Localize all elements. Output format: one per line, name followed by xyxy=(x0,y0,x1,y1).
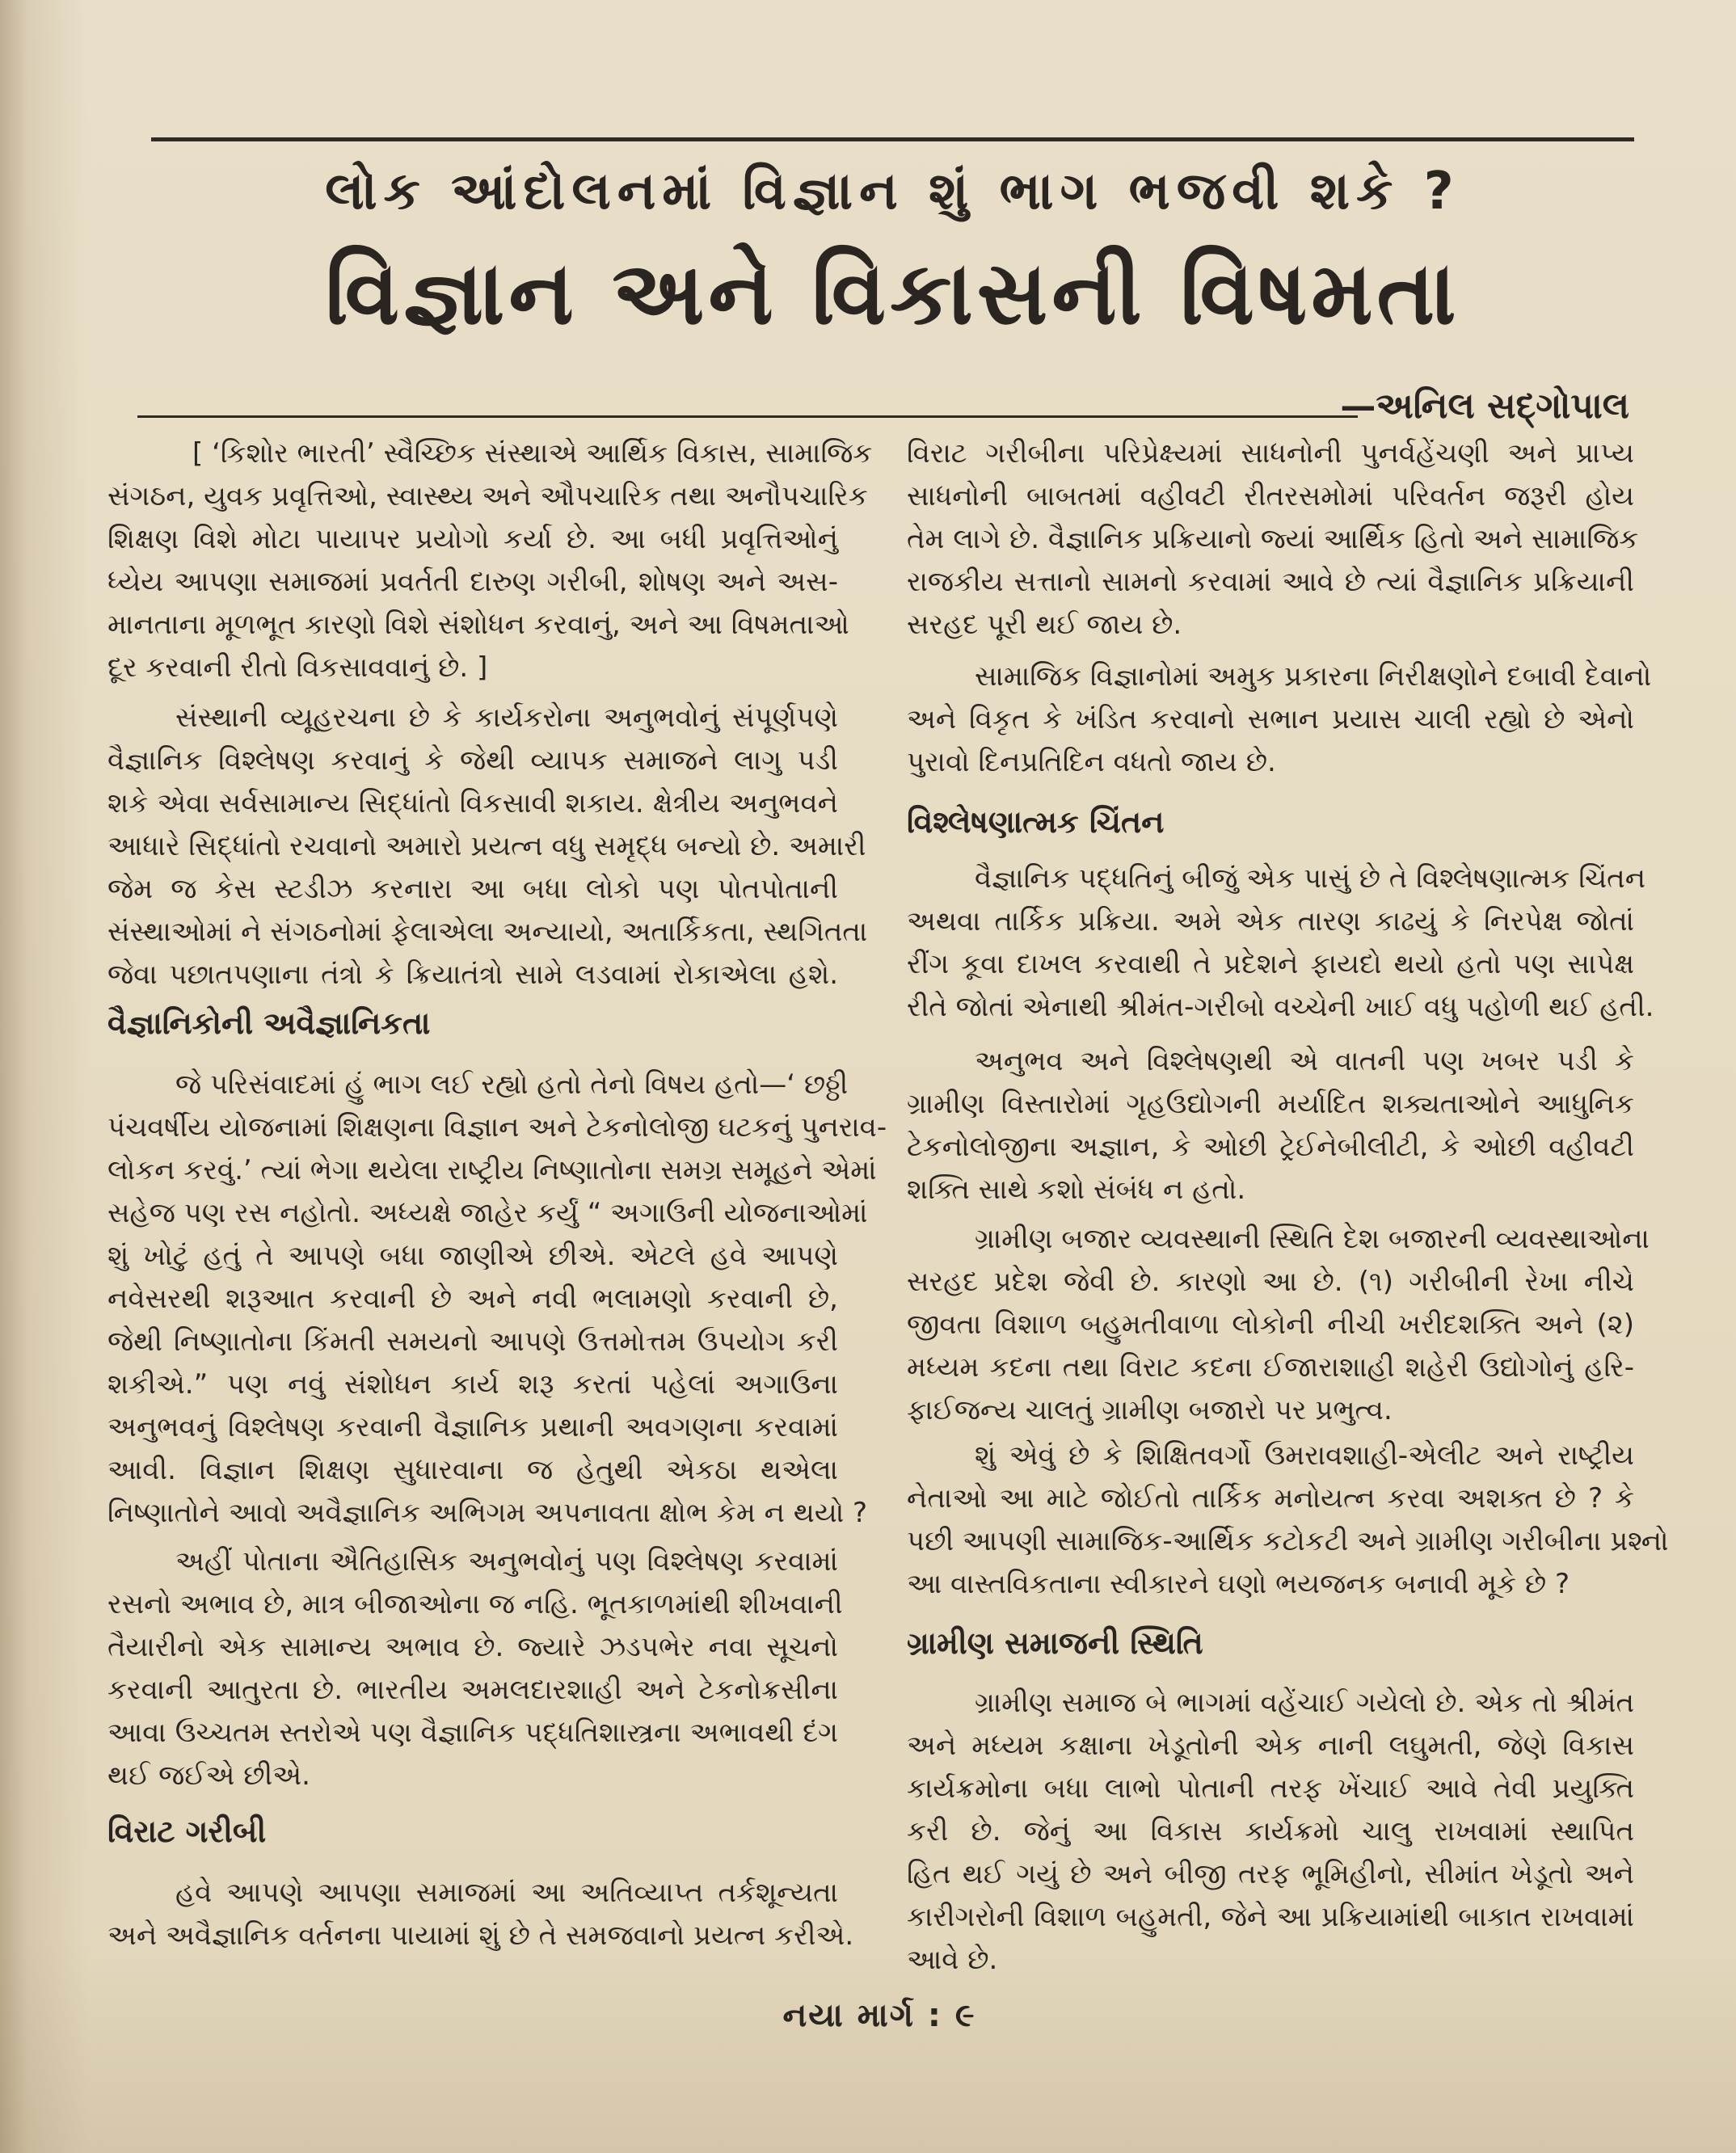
text-line: ગ્રામીણ સમાજ બે ભાગમાં વહેંચાઈ ગયેલો છે. એક તો શ્રીમંત xyxy=(975,1687,1634,1719)
text-line: સંગઠન, યુવક પ્રવૃત્તિઓ, સ્વાસ્થ્ય અને ઔપચારિક તથા અનૌપચારિક xyxy=(107,480,868,512)
text-line: અનુભવનું વિશ્લેષણ કરવાની વૈજ્ઞાનિક પ્રથાની અવગણના કરવામાં xyxy=(107,1411,838,1443)
text-line: શું ખોટું હતું તે આપણે બધા જાણીએ છીએ. એટલે હવે આપણે xyxy=(107,1240,838,1272)
text-line: આવા ઉચ્ચતમ સ્તરોએ પણ વૈજ્ઞાનિક પદ્ધતિશાસ્ત્રના અભાવથી દંગ xyxy=(107,1717,838,1749)
text-line: કાર્યક્રમોના બધા લાભો પોતાની તરફ ખેંચાઈ આવે તેવી પ્રયુક્તિ xyxy=(907,1772,1634,1805)
text-line: મધ્યમ કદના તથા વિરાટ કદના ઈજારાશાહી શહેરી ઉદ્યોગોનું હરિ- xyxy=(907,1351,1634,1384)
text-line: રસનો અભાવ છે, માત્ર બીજાઓના જ નહિ. ભૂતકાળમાંથી શીખવાની xyxy=(107,1588,843,1620)
text-line: થઈ જઈએ છીએ. xyxy=(107,1759,310,1792)
paragraph xyxy=(907,857,1654,1029)
paragraph xyxy=(907,1040,1634,1211)
text-line: જેવા પછાતપણાના તંત્રો કે ક્રિયાતંત્રો સામે લડવામાં રોકાએલા હશે. xyxy=(107,959,838,991)
paragraph xyxy=(907,1435,1669,1606)
text-line: રાજકીય સત્તાનો સામનો કરવામાં આવે છે ત્યાં વૈજ્ઞાનિક પ્રક્રિયાની xyxy=(907,566,1634,598)
text-line: કરી છે. જેનું આ વિકાસ કાર્યક્રમો ચાલુ રાખવામાં સ્થાપિત xyxy=(907,1815,1634,1848)
text-line: તેમ લાગે છે. વૈજ્ઞાનિક પ્રક્રિયાનો જ્યાં આર્થિક હિતો અને સામાજિક xyxy=(907,523,1639,555)
text-line: શું એવું છે કે શિક્ષિતવર્ગો ઉમરાવશાહી-એલીટ અને રાષ્ટ્રીય xyxy=(975,1439,1634,1472)
text-line: સાધનોની બાબતમાં વહીવટી રીતરસમોમાં પરિવર્તન જરૂરી હોય xyxy=(907,480,1634,512)
page-footer: નયા માર્ગ : ૯ xyxy=(782,1997,976,2034)
text-line: સરહદ પૂરી થઈ જાય છે. xyxy=(907,609,1182,641)
section-heading: ગ્રામીણ સમાજની સ્થિતિ xyxy=(907,1625,1203,1661)
text-line: ગ્રામીણ બજાર વ્યવસ્થાની સ્થિતિ દેશ બજારની વ્યવસ્થાઓના xyxy=(975,1223,1650,1255)
text-line: આ વાસ્તવિકતાના સ્વીકારને ઘણો ભયજનક બનાવી મૂકે છે ? xyxy=(907,1568,1570,1600)
text-line: અને મધ્યમ કક્ષાના ખેડૂતોની એક નાની લઘુમતી, જેણે વિકાસ xyxy=(907,1730,1634,1762)
intro-paragraph xyxy=(107,432,873,689)
paragraph xyxy=(907,655,1652,784)
text-line: અને અવૈજ્ઞાનિક વર્તનના પાયામાં શું છે તે સમજવાનો પ્રયત્ન કરીએ. xyxy=(107,1919,854,1952)
paragraph xyxy=(107,1064,887,1535)
paragraph xyxy=(907,1218,1650,1432)
text-line: શક્તિ સાથે કશો સંબંધ ન હતો. xyxy=(907,1173,1246,1206)
author-byline: —અનિલ સદ્ગોપાલ xyxy=(1340,386,1629,427)
text-line: જેમ જ કેસ સ્ટડીઝ કરનારા આ બધા લોકો પણ પોતપોતાની xyxy=(107,873,838,905)
text-line: [ ‘કિશોર ભારતી’ સ્વૈચ્છિક સંસ્થાએ આર્થિક વિકાસ, સામાજિક xyxy=(192,437,873,470)
text-line: હવે આપણે આપણા સમાજમાં આ અતિવ્યાપ્ત તર્કશૂન્યતા xyxy=(175,1877,838,1909)
top-rule xyxy=(151,137,1634,141)
byline-rule xyxy=(137,415,1358,418)
section-heading: વિશ્લેષણાત્મક ચિંતન xyxy=(907,804,1165,840)
text-line: હિત થઈ ગયું છે અને બીજી તરફ ભૂમિહીનો, સીમાંત ખેડૂતો અને xyxy=(907,1858,1634,1890)
text-line: ધ્યેય આપણા સમાજમાં પ્રવર્તતી દારુણ ગરીબી, શોષણ અને અસ- xyxy=(107,566,838,598)
text-line: તૈયારીનો એક સામાન્ય અભાવ છે. જ્યારે ઝડપભેર નવા સૂચનો xyxy=(107,1631,838,1663)
paragraph xyxy=(107,1540,843,1797)
text-line: જીવતા વિશાળ બહુમતીવાળા લોકોની નીચી ખરીદશક્તિ અને (૨) xyxy=(907,1308,1634,1341)
text-line: પંચવર્ષીય યોજનામાં શિક્ષણના વિજ્ઞાન અને ટેકનોલોજી ઘટકનું પુનરાવ- xyxy=(107,1111,887,1144)
text-line: સંસ્થાઓમાં ને સંગઠનોમાં ફેલાએલા અન્યાયો, અતાર્કિકતા, સ્થગિતતા xyxy=(107,916,868,948)
text-line: કરવાની આતુરતા છે. ભારતીય અમલદારશાહી અને ટેકનોક્રસીના xyxy=(107,1674,838,1706)
paragraph xyxy=(907,1682,1634,1982)
main-title: વિજ્ઞાન અને વિકાસની વિષમતા xyxy=(325,243,1460,344)
text-line: વિરાટ ગરીબીના પરિપ્રેક્ષ્યમાં સાધનોની પુનર્વહેંચણી અને પ્રાપ્ય xyxy=(907,437,1634,470)
text-line: આધારે સિદ્ધાંતો રચવાનો અમારો પ્રયત્ન વધુ સમૃદ્ધ બન્યો છે. અમારી xyxy=(107,830,866,862)
text-line: શકે એવા સર્વસામાન્ય સિદ્ધાંતો વિકસાવી શકાય. ક્ષેત્રીય અનુભવને xyxy=(107,787,838,819)
text-line: અહીં પોતાના ઐતિહાસિક અનુભવોનું પણ વિશ્લેષણ કરવામાં xyxy=(175,1545,838,1578)
text-line: અને વિકૃત કે ખંડિત કરવાનો સભાન પ્રયાસ ચાલી રહ્યો છે એનો xyxy=(907,703,1634,735)
text-line: અનુભવ અને વિશ્લેષણથી એ વાતની પણ ખબર પડી કે xyxy=(975,1045,1634,1077)
text-line: વૈજ્ઞાનિક વિશ્લેષણ કરવાનું કે જેથી વ્યાપક સમાજને લાગુ પડી xyxy=(107,744,838,777)
text-line: પુરાવો દિનપ્રતિદિન વધતો જાય છે. xyxy=(907,746,1276,778)
text-line: આવે છે. xyxy=(907,1944,998,1976)
text-line: વૈજ્ઞાનિક પદ્ધતિનું બીજું એક પાસું છે તે વિશ્લેષણાત્મક ચિંતન xyxy=(975,862,1646,895)
text-line: સંસ્થાની વ્યૂહરચના છે કે કાર્યકરોના અનુભવોનું સંપૂર્ણપણે xyxy=(175,702,838,734)
text-line: ટેકનોલોજીના અજ્ઞાન, કે ઓછી ટ્રેઈનેબીલીટી, કે ઓછી વહીવટી xyxy=(907,1131,1634,1163)
text-line: સરહદ પ્રદેશ જેવી છે. કારણો આ છે. (૧) ગરીબીની રેખા નીચે xyxy=(907,1266,1634,1298)
text-line: પછી આપણી સામાજિક-આર્થિક કટોકટી અને ગ્રામીણ ગરીબીના પ્રશ્નો xyxy=(907,1525,1669,1557)
section-heading: વિરાટ ગરીબી xyxy=(107,1814,267,1849)
text-line: સહેજ પણ રસ નહોતો. અધ્યક્ષે જાહેર કર્યું “ અગાઉની યોજનાઓમાં xyxy=(107,1197,868,1229)
text-line: શકીએ.” પણ નવું સંશોધન કાર્ય શરૂ કરતાં પહેલાં અગાઉના xyxy=(107,1368,838,1401)
text-line: લોકન કરવું.’ ત્યાં ભેગા થયેલા રાષ્ટ્રીય નિષ્ણાતોના સમગ્ર સમૂહને એમાં xyxy=(107,1154,877,1186)
text-line: ગ્રામીણ વિસ્તારોમાં ગૃહઉદ્યોગની મર્યાદિત શક્યતાઓને આધુનિક xyxy=(907,1088,1634,1120)
text-line: ફાઈજન્ય ચાલતું ગ્રામીણ બજારો પર પ્રભુત્વ. xyxy=(907,1394,1393,1426)
text-line: દૂર કરવાની રીતો વિકસાવવાનું છે. ] xyxy=(107,651,488,684)
text-line: રીતે જોતાં એનાથી શ્રીમંત-ગરીબો વચ્ચેની ખાઈ વધુ પહોળી થઈ હતી. xyxy=(907,991,1654,1023)
text-line: નેતાઓ આ માટે જોઈતો તાર્કિક મનોયત્ન કરવા અશક્ત છે ? કે xyxy=(907,1482,1634,1515)
text-line: માનતાના મૂળભૂત કારણો વિશે સંશોધન કરવાનું, અને આ વિષમતાઓ xyxy=(107,609,849,641)
paragraph xyxy=(107,697,868,996)
text-line: રીંગ કૂવા દાખલ કરવાથી તે પ્રદેશને ફાયદો થયો હતો પણ સાપેક્ષ xyxy=(907,948,1634,980)
section-heading: વૈજ્ઞાનિકોની અવૈજ્ઞાનિકતા xyxy=(107,1005,431,1041)
paragraph xyxy=(907,432,1639,647)
paragraph xyxy=(107,1872,854,1957)
text-line: કારીગરોની વિશાળ બહુમતી, જેને આ પ્રક્રિયામાંથી બાકાત રાખવામાં xyxy=(907,1901,1634,1933)
text-line: નવેસરથી શરૂઆત કરવાની છે અને નવી ભલામણો કરવાની છે, xyxy=(107,1283,838,1315)
text-line: સામાજિક વિજ્ઞાનોમાં અમુક પ્રકારના નિરીક્ષણોને દબાવી દેવાનો xyxy=(975,660,1652,693)
text-line: અથવા તાર્કિક પ્રક્રિયા. અમે એક તારણ કાઢયું કે નિરપેક્ષ જોતાં xyxy=(907,905,1634,937)
text-line: જેથી નિષ્ણાતોના કિંમતી સમયનો આપણે ઉત્તમોત્તમ ઉપયોગ કરી xyxy=(107,1325,838,1358)
text-line: શિક્ષણ વિશે મોટા પાયાપર પ્રયોગો કર્યા છે. આ બધી પ્રવૃત્તિઓનું xyxy=(107,523,838,555)
kicker-title: લોક આંદોલનમાં વિજ્ઞાન શું ભાગ ભજવી શકે ? xyxy=(325,162,1460,221)
text-line: જે પરિસંવાદમાં હું ભાગ લઈ રહ્યો હતો તેનો વિષય હતો—‘ છઠ્ઠી xyxy=(175,1068,849,1101)
text-line: આવી. વિજ્ઞાન શિક્ષણ સુધારવાના જ હેતુથી એકઠા થએલા xyxy=(107,1454,838,1486)
text-line: નિષ્ણાતોને આવો અવૈજ્ઞાનિક અભિગમ અપનાવતા ક્ષોભ કેમ ન થયો ? xyxy=(107,1497,868,1529)
